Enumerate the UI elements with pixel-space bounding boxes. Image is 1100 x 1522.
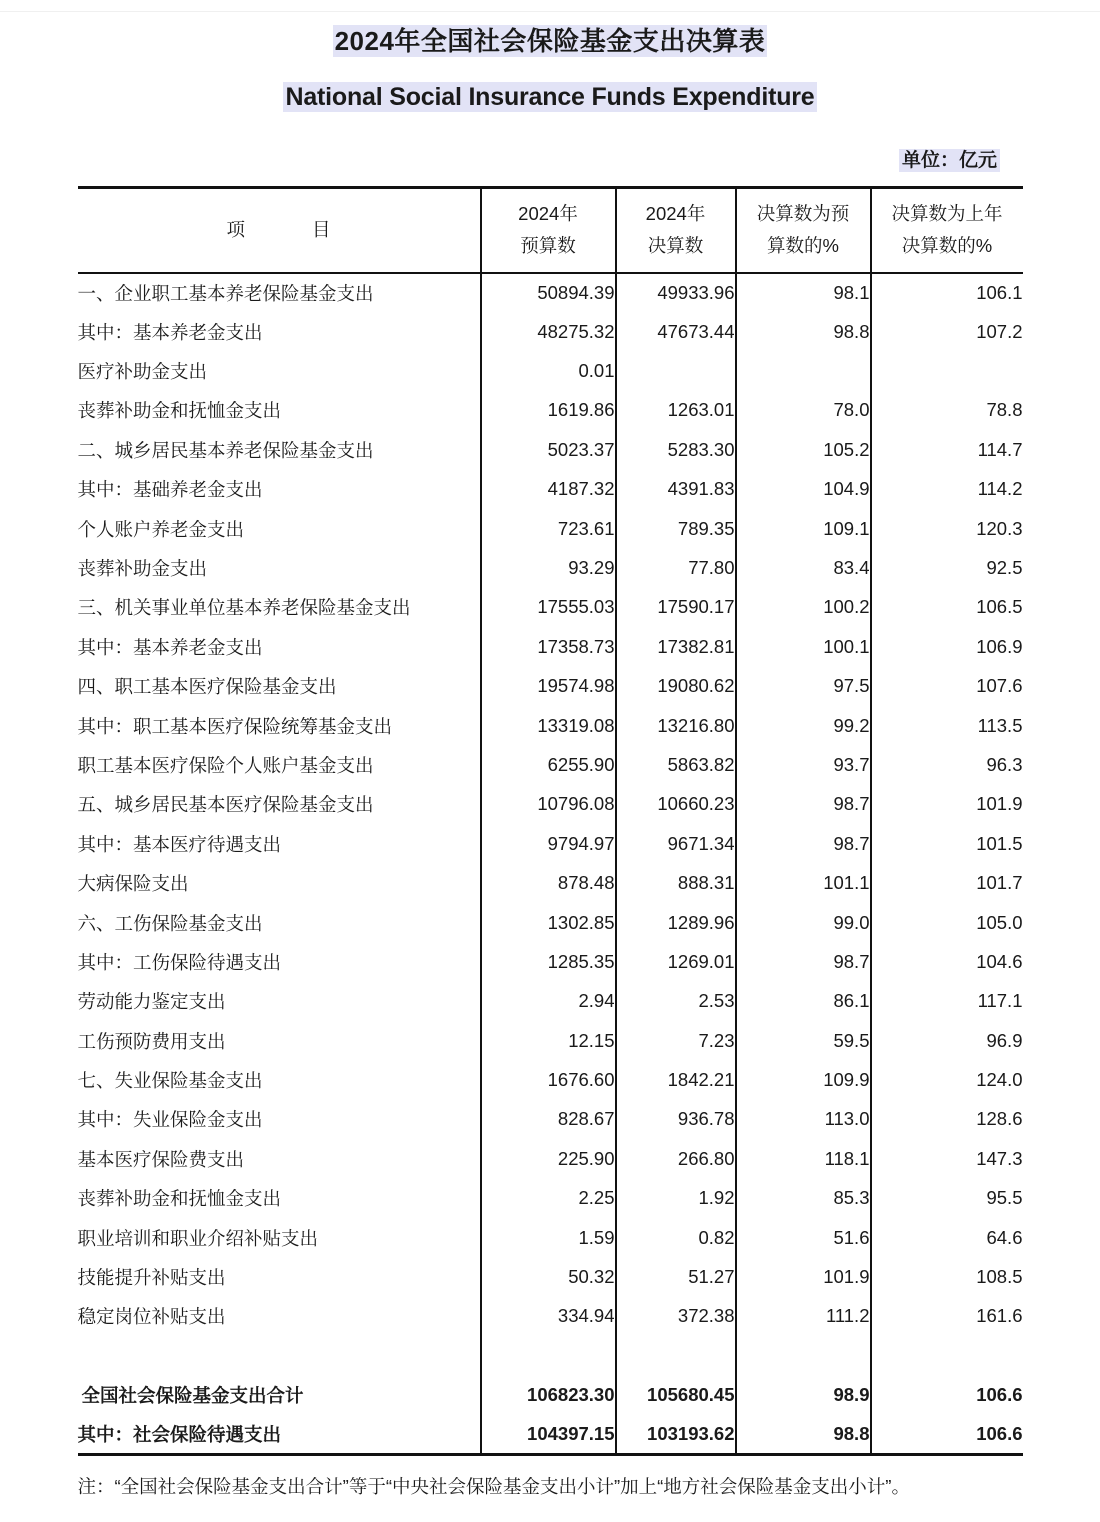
row-value-pct-of-budget: 85.3	[736, 1179, 871, 1218]
row-value-pct-of-budget	[736, 351, 871, 390]
column-header-budget	[481, 187, 616, 272]
row-value-final: 372.38	[616, 1297, 736, 1336]
row-value-budget: 878.48	[481, 863, 616, 902]
table-row	[78, 1139, 1023, 1178]
column-header-final	[616, 187, 736, 272]
row-value-pct-of-prev-year: 64.6	[871, 1218, 1023, 1257]
row-value-pct-of-prev-year: 114.7	[871, 430, 1023, 469]
row-item-label: 四、职工基本医疗保险基金支出	[77, 676, 337, 698]
row-item-label: 二、城乡居民基本养老保险基金支出	[77, 439, 374, 461]
row-value-pct-of-prev-year: 104.6	[871, 942, 1023, 981]
row-value-budget: 13319.08	[481, 706, 616, 745]
table-row	[78, 470, 1023, 509]
row-value-budget: 1619.86	[481, 391, 616, 430]
row-value-pct-of-budget: 98.8	[736, 312, 871, 351]
row-value-pct-of-prev-year: 107.2	[871, 312, 1023, 351]
row-value-final: 17590.17	[616, 588, 736, 627]
row-value-final: 105680.45	[616, 1376, 736, 1415]
row-item-label: 大病保险支出	[77, 873, 189, 895]
row-value-pct-of-prev-year: 128.6	[871, 1100, 1023, 1139]
row-value-budget: 19574.98	[481, 667, 616, 706]
row-item-label: 一、企业职工基本养老保险基金支出	[77, 282, 374, 304]
row-value-pct-of-budget: 98.8	[736, 1415, 871, 1454]
row-value-pct-of-prev-year: 101.5	[871, 824, 1023, 863]
row-value-pct-of-prev-year: 106.5	[871, 588, 1023, 627]
page-title-english-text: National Social Insurance Funds Expenditure	[285, 83, 815, 112]
row-item-label: 其中：社会保险待遇支出	[78, 1415, 481, 1454]
row-value-pct-of-budget: 118.1	[736, 1139, 871, 1178]
row-value-budget: 4187.32	[481, 470, 616, 509]
row-value-final: 103193.62	[616, 1415, 736, 1454]
row-value-budget: 1.59	[481, 1218, 616, 1257]
row-value-final: 266.80	[616, 1139, 736, 1178]
spacer-cell	[871, 1336, 1023, 1375]
page-title-chinese-text: 2024年全国社会保险基金支出决算表	[334, 26, 766, 56]
row-value-final: 5863.82	[616, 745, 736, 784]
row-value-final: 13216.80	[616, 706, 736, 745]
table-row	[78, 1257, 1023, 1296]
row-value-pct-of-budget: 101.1	[736, 863, 871, 902]
row-value-budget: 334.94	[481, 1297, 616, 1336]
row-value-final: 7.23	[616, 1021, 736, 1060]
table-row	[78, 391, 1023, 430]
row-value-pct-of-budget: 101.9	[736, 1257, 871, 1296]
row-value-final: 17382.81	[616, 627, 736, 666]
row-value-pct-of-budget: 109.9	[736, 1060, 871, 1099]
row-value-budget: 6255.90	[481, 745, 616, 784]
row-item-label: 丧葬补助金支出	[77, 558, 208, 580]
row-value-budget: 0.01	[481, 351, 616, 390]
table-total-row	[78, 1415, 1023, 1454]
table-row	[78, 745, 1023, 784]
row-value-pct-of-budget: 99.2	[736, 706, 871, 745]
row-value-pct-of-budget: 109.1	[736, 509, 871, 548]
row-value-pct-of-budget: 98.7	[736, 785, 871, 824]
table-row	[78, 1218, 1023, 1257]
row-value-pct-of-budget: 98.1	[736, 273, 871, 312]
row-value-pct-of-prev-year: 113.5	[871, 706, 1023, 745]
row-value-final: 51.27	[616, 1257, 736, 1296]
row-item-label: 稳定岗位补贴支出	[77, 1306, 226, 1328]
row-value-budget: 828.67	[481, 1100, 616, 1139]
table-row	[78, 903, 1023, 942]
row-value-pct-of-prev-year: 96.9	[871, 1021, 1023, 1060]
row-item-label: 其中：基本养老金支出	[77, 636, 263, 658]
table-row	[78, 863, 1023, 902]
row-value-final: 9671.34	[616, 824, 736, 863]
row-item-label: 其中：基础养老金支出	[77, 479, 263, 501]
row-value-budget: 104397.15	[481, 1415, 616, 1454]
row-value-budget: 12.15	[481, 1021, 616, 1060]
row-value-final	[616, 351, 736, 390]
column-header-pct-of-budget	[736, 187, 871, 272]
row-value-pct-of-budget: 97.5	[736, 667, 871, 706]
row-value-final: 19080.62	[616, 667, 736, 706]
column-header-pct-prev-line1: 决算数为上年	[891, 202, 1003, 224]
row-value-budget: 1285.35	[481, 942, 616, 981]
row-value-pct-of-budget: 98.7	[736, 942, 871, 981]
table-row	[78, 667, 1023, 706]
row-item-label: 医疗补助金支出	[77, 361, 208, 383]
row-value-pct-of-prev-year: 106.6	[871, 1415, 1023, 1454]
row-value-pct-of-budget: 59.5	[736, 1021, 871, 1060]
spacer-cell	[481, 1336, 616, 1375]
row-value-budget: 1676.60	[481, 1060, 616, 1099]
row-value-pct-of-prev-year: 106.9	[871, 627, 1023, 666]
spacer-cell	[736, 1336, 871, 1375]
row-value-budget: 9794.97	[481, 824, 616, 863]
table-spacer-row	[78, 1336, 1023, 1375]
row-value-budget: 106823.30	[481, 1376, 616, 1415]
row-value-pct-of-prev-year: 101.9	[871, 785, 1023, 824]
row-value-pct-of-budget: 78.0	[736, 391, 871, 430]
table-row	[78, 627, 1023, 666]
column-header-pct-budget-line1: 决算数为预	[756, 202, 850, 224]
row-value-pct-of-prev-year: 95.5	[871, 1179, 1023, 1218]
row-value-budget: 17555.03	[481, 588, 616, 627]
column-header-item-label: 项 目	[226, 219, 341, 241]
row-value-pct-of-prev-year: 147.3	[871, 1139, 1023, 1178]
row-value-pct-of-budget: 83.4	[736, 548, 871, 587]
row-value-budget: 723.61	[481, 509, 616, 548]
row-value-pct-of-prev-year: 117.1	[871, 982, 1023, 1021]
row-value-pct-of-prev-year: 78.8	[871, 391, 1023, 430]
row-value-pct-of-prev-year: 107.6	[871, 667, 1023, 706]
table-row	[78, 982, 1023, 1021]
row-value-pct-of-prev-year: 106.6	[871, 1376, 1023, 1415]
table-body	[78, 273, 1023, 1455]
column-header-pct-budget-line2: 算数的%	[767, 235, 839, 257]
row-value-pct-of-prev-year: 106.1	[871, 273, 1023, 312]
row-item-label: 七、失业保险基金支出	[77, 1070, 263, 1092]
spacer-cell	[78, 1336, 481, 1375]
spacer-cell	[616, 1336, 736, 1375]
table-row	[78, 785, 1023, 824]
row-item-label: 其中：职工基本医疗保险统筹基金支出	[77, 715, 393, 737]
row-value-pct-of-prev-year: 92.5	[871, 548, 1023, 587]
row-item-label: 丧葬补助金和抚恤金支出	[77, 400, 282, 422]
table-row	[78, 824, 1023, 863]
row-value-budget: 93.29	[481, 548, 616, 587]
table-row	[78, 942, 1023, 981]
row-value-budget: 225.90	[481, 1139, 616, 1178]
row-value-pct-of-prev-year: 161.6	[871, 1297, 1023, 1336]
unit-label-row	[0, 115, 1100, 172]
row-value-final: 49933.96	[616, 273, 736, 312]
row-value-final: 888.31	[616, 863, 736, 902]
row-value-budget: 50.32	[481, 1257, 616, 1296]
row-value-final: 47673.44	[616, 312, 736, 351]
row-value-pct-of-budget: 51.6	[736, 1218, 871, 1257]
row-value-final: 0.82	[616, 1218, 736, 1257]
row-value-budget: 2.94	[481, 982, 616, 1021]
column-header-final-line2: 决算数	[647, 235, 704, 257]
table-row	[78, 1179, 1023, 1218]
row-item-label: 职业培训和职业介绍补贴支出	[77, 1227, 319, 1249]
row-item-label: 个人账户养老金支出	[77, 518, 245, 540]
table-total-row	[78, 1376, 1023, 1415]
row-value-pct-of-prev-year	[871, 351, 1023, 390]
row-value-budget: 5023.37	[481, 430, 616, 469]
table-row	[78, 1297, 1023, 1336]
row-item-label: 技能提升补贴支出	[77, 1267, 226, 1289]
row-item-label: 五、城乡居民基本医疗保险基金支出	[77, 794, 374, 816]
row-value-budget: 17358.73	[481, 627, 616, 666]
table-row	[78, 351, 1023, 390]
row-item-label: 职工基本医疗保险个人账户基金支出	[77, 754, 374, 776]
table-row	[78, 273, 1023, 312]
row-value-pct-of-prev-year: 101.7	[871, 863, 1023, 902]
row-value-pct-of-budget: 98.7	[736, 824, 871, 863]
row-value-budget: 50894.39	[481, 273, 616, 312]
column-header-pct-prev-line2: 决算数的%	[901, 235, 993, 257]
table-row	[78, 1021, 1023, 1060]
row-value-final: 2.53	[616, 982, 736, 1021]
unit-label: 单位：亿元	[899, 149, 1000, 172]
column-header-final-line1: 2024年	[645, 202, 706, 224]
row-value-pct-of-prev-year: 105.0	[871, 903, 1023, 942]
row-value-final: 10660.23	[616, 785, 736, 824]
table-row	[78, 430, 1023, 469]
row-value-budget: 1302.85	[481, 903, 616, 942]
table-row	[78, 312, 1023, 351]
table-footnote: 注：“全国社会保险基金支出合计”等于“中央社会保险基金支出小计”加上“地方社会保险基金支出小计”。	[77, 1475, 910, 1497]
row-value-pct-of-budget: 86.1	[736, 982, 871, 1021]
row-value-budget: 48275.32	[481, 312, 616, 351]
row-value-budget: 10796.08	[481, 785, 616, 824]
row-value-pct-of-prev-year: 96.3	[871, 745, 1023, 784]
row-item-label: 基本医疗保险费支出	[77, 1148, 245, 1170]
row-value-pct-of-budget: 105.2	[736, 430, 871, 469]
row-item-label: 丧葬补助金和抚恤金支出	[77, 1188, 282, 1210]
table-row	[78, 588, 1023, 627]
row-value-final: 789.35	[616, 509, 736, 548]
page-top-divider	[0, 11, 1100, 12]
row-value-pct-of-prev-year: 114.2	[871, 470, 1023, 509]
row-item-label: 其中：失业保险金支出	[77, 1109, 263, 1131]
row-value-pct-of-budget: 113.0	[736, 1100, 871, 1139]
row-item-label: 劳动能力鉴定支出	[77, 991, 226, 1013]
row-item-label: 其中：工伤保险待遇支出	[77, 951, 282, 973]
table-header	[78, 187, 1023, 272]
row-value-final: 936.78	[616, 1100, 736, 1139]
column-header-pct-of-prev-year	[871, 187, 1023, 272]
column-header-budget-line2: 预算数	[520, 235, 576, 257]
page-title-chinese	[0, 24, 1100, 59]
row-value-pct-of-prev-year: 120.3	[871, 509, 1023, 548]
row-value-pct-of-budget: 111.2	[736, 1297, 871, 1336]
row-value-pct-of-budget: 93.7	[736, 745, 871, 784]
row-value-pct-of-budget: 100.2	[736, 588, 871, 627]
row-value-final: 5283.30	[616, 430, 736, 469]
row-value-budget: 2.25	[481, 1179, 616, 1218]
row-item-label: 六、工伤保险基金支出	[77, 912, 263, 934]
column-header-item	[78, 187, 481, 272]
page-title-english	[0, 59, 1100, 115]
table-container	[78, 172, 1023, 1456]
row-value-pct-of-budget: 99.0	[736, 903, 871, 942]
title-block	[0, 0, 1100, 115]
row-item-label: 其中：基本医疗待遇支出	[77, 833, 282, 855]
column-header-budget-line1: 2024年	[518, 202, 578, 224]
table-row	[78, 548, 1023, 587]
row-value-final: 4391.83	[616, 470, 736, 509]
row-value-pct-of-budget: 98.9	[736, 1376, 871, 1415]
row-value-final: 1289.96	[616, 903, 736, 942]
row-value-final: 1263.01	[616, 391, 736, 430]
row-value-pct-of-prev-year: 124.0	[871, 1060, 1023, 1099]
row-value-final: 1842.21	[616, 1060, 736, 1099]
row-value-final: 1.92	[616, 1179, 736, 1218]
row-value-final: 77.80	[616, 548, 736, 587]
table-row	[78, 1100, 1023, 1139]
row-item-label: 工伤预防费用支出	[77, 1030, 226, 1052]
row-item-label: 全国社会保险基金支出合计	[81, 1385, 304, 1407]
table-row	[78, 1060, 1023, 1099]
row-value-pct-of-prev-year: 108.5	[871, 1257, 1023, 1296]
table-row	[78, 706, 1023, 745]
row-item-label: 三、机关事业单位基本养老保险基金支出	[77, 597, 411, 619]
row-value-pct-of-budget: 104.9	[736, 470, 871, 509]
row-value-pct-of-budget: 100.1	[736, 627, 871, 666]
table-header-row	[78, 187, 1023, 272]
row-item-label: 其中：基本养老金支出	[77, 321, 263, 343]
row-value-final: 1269.01	[616, 942, 736, 981]
expenditure-table	[78, 186, 1023, 1456]
table-row	[78, 509, 1023, 548]
